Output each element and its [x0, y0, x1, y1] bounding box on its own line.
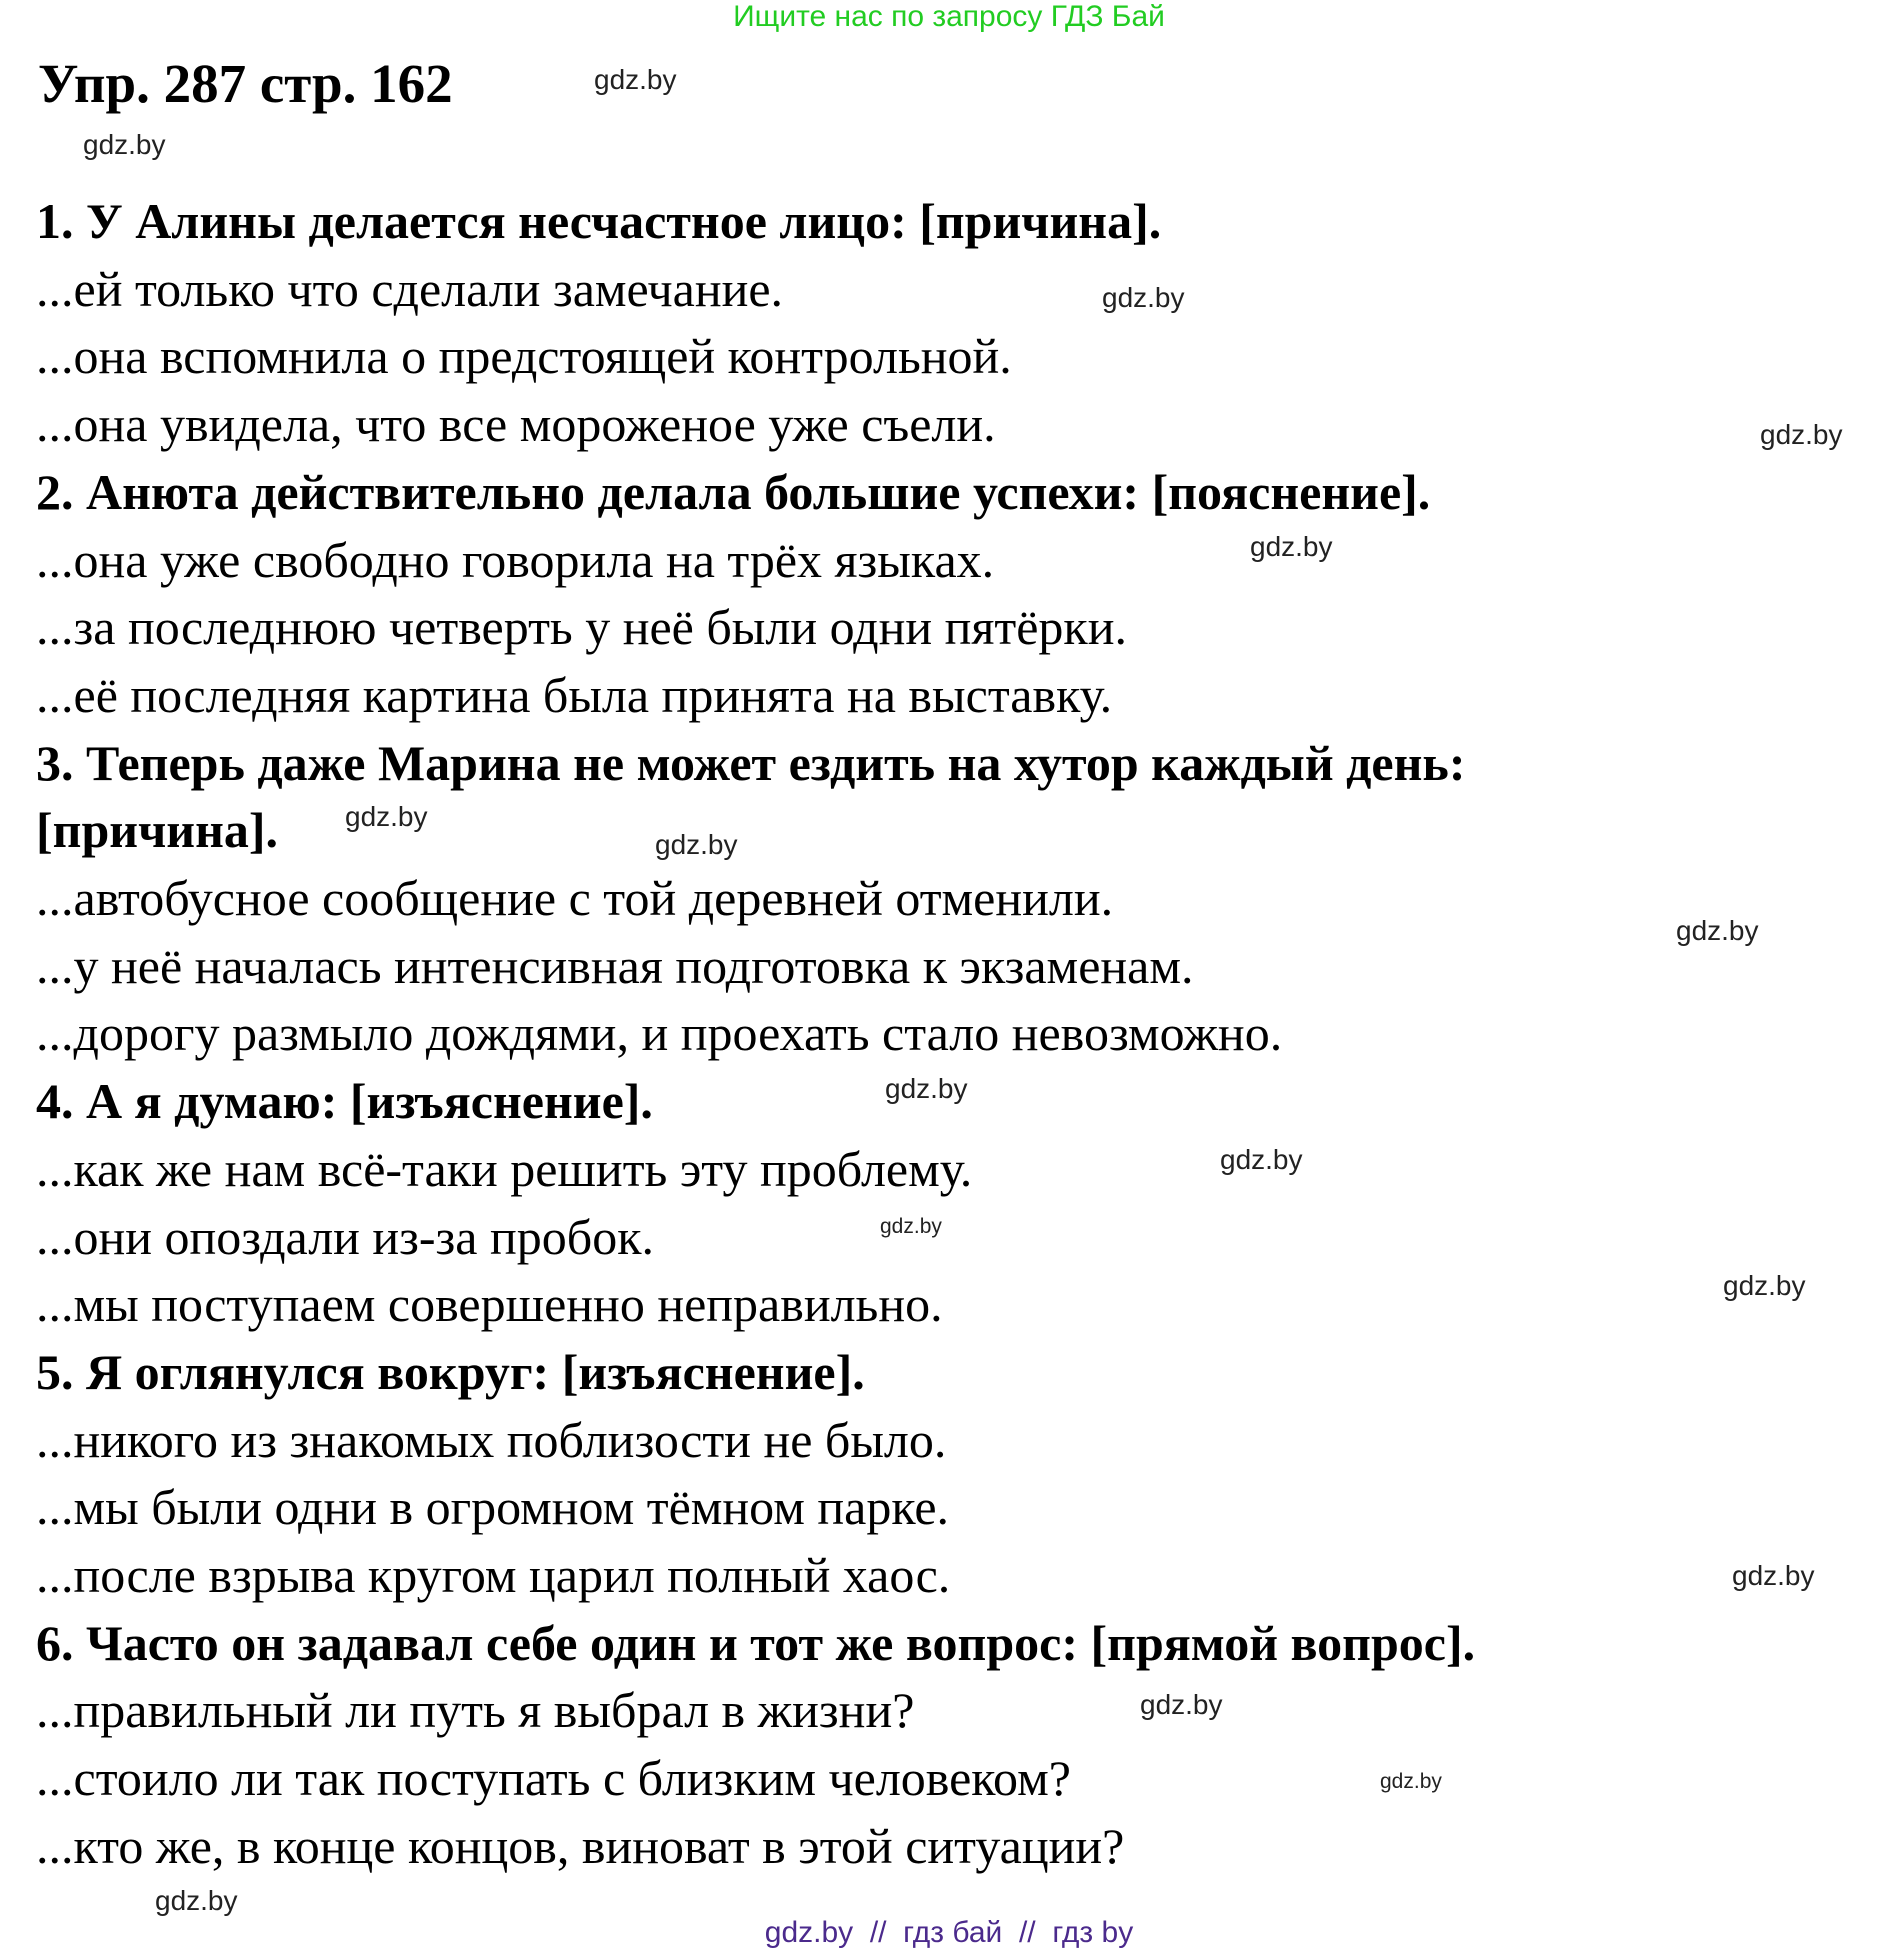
watermark: gdz.by: [155, 1885, 238, 1916]
answer-line: ...автобусное сообщение с той деревней отменили.: [36, 870, 1114, 927]
watermark: gdz.by: [1732, 1560, 1815, 1591]
answer-line: ...после взрыва кругом царил полный хаос.: [36, 1547, 951, 1604]
item-heading: 5. Я оглянулся вокруг: [изъяснение].: [36, 1343, 865, 1400]
watermark: gdz.by: [880, 1215, 942, 1238]
watermark: gdz.by: [1676, 915, 1759, 946]
item-heading: [причина].: [36, 802, 279, 859]
watermark: gdz.by: [885, 1073, 968, 1104]
watermark: gdz.by: [594, 64, 677, 95]
exercise-content: [36, 188, 1475, 1881]
search-banner: Ищите нас по запросу ГДЗ Бай: [733, 0, 1165, 33]
item-heading: 3. Теперь даже Марина не может ездить на хутор каждый день:: [36, 734, 1466, 791]
page-title: Упр. 287 стр. 162: [38, 53, 453, 114]
watermark: gdz.by: [1102, 282, 1185, 313]
answer-line: ...она вспомнила о предстоящей контрольной.: [36, 328, 1012, 385]
answer-line: ...у неё началась интенсивная подготовка к экзаменам.: [36, 937, 1194, 994]
watermark: gdz.by: [1140, 1689, 1223, 1720]
watermark: gdz.by: [345, 801, 428, 832]
watermark: gdz.by: [83, 129, 166, 160]
watermark: gdz.by: [1760, 419, 1843, 450]
watermark: gdz.by: [655, 829, 738, 860]
answer-line: ...за последнюю четверть у неё были одни пятёрки.: [36, 599, 1127, 656]
watermark: gdz.by: [1723, 1270, 1806, 1301]
answer-line: ...стоило ли так поступать с близким человеком?: [36, 1750, 1071, 1807]
watermark: gdz.by: [1220, 1144, 1303, 1175]
answer-line: ...она увидела, что все мороженое уже съели.: [36, 396, 996, 453]
watermark: gdz.by: [1380, 1770, 1442, 1793]
answer-line: ...ей только что сделали замечание.: [36, 260, 784, 317]
answer-line: ...она уже свободно говорила на трёх языках.: [36, 531, 995, 588]
footer-links: [0, 1916, 1885, 1950]
answer-line: ...они опоздали из-за пробок.: [36, 1208, 654, 1265]
item-heading: 4. А я думаю: [изъяснение].: [36, 1073, 653, 1130]
answer-line: ...никого из знакомых поблизости не было.: [36, 1411, 947, 1468]
watermark: gdz.by: [1250, 531, 1333, 562]
item-heading: 2. Анюта действительно делала большие успехи: [пояснение].: [36, 463, 1431, 520]
answer-line: ...как же нам всё-таки решить эту проблему.: [36, 1140, 973, 1197]
answer-line: ...правильный ли путь я выбрал в жизни?: [36, 1682, 915, 1739]
answer-line: ...дорогу размыло дождями, и проехать стало невозможно.: [36, 1005, 1283, 1062]
answer-line: ...мы были одни в огромном тёмном парке.: [36, 1479, 950, 1536]
answer-line: ...мы поступаем совершенно неправильно.: [36, 1276, 943, 1333]
item-heading: 6. Часто он задавал себе один и тот же вопрос: [прямой вопрос].: [36, 1614, 1476, 1671]
item-heading: 1. У Алины делается несчастное лицо: [причина].: [36, 193, 1162, 249]
footer-text: gdz.by // гдз бай // гдз by: [764, 1916, 1134, 1949]
answer-line: ...кто же, в конце концов, виноват в этой ситуации?: [36, 1817, 1125, 1874]
answer-line: ...её последняя картина была принята на выставку.: [36, 666, 1113, 723]
